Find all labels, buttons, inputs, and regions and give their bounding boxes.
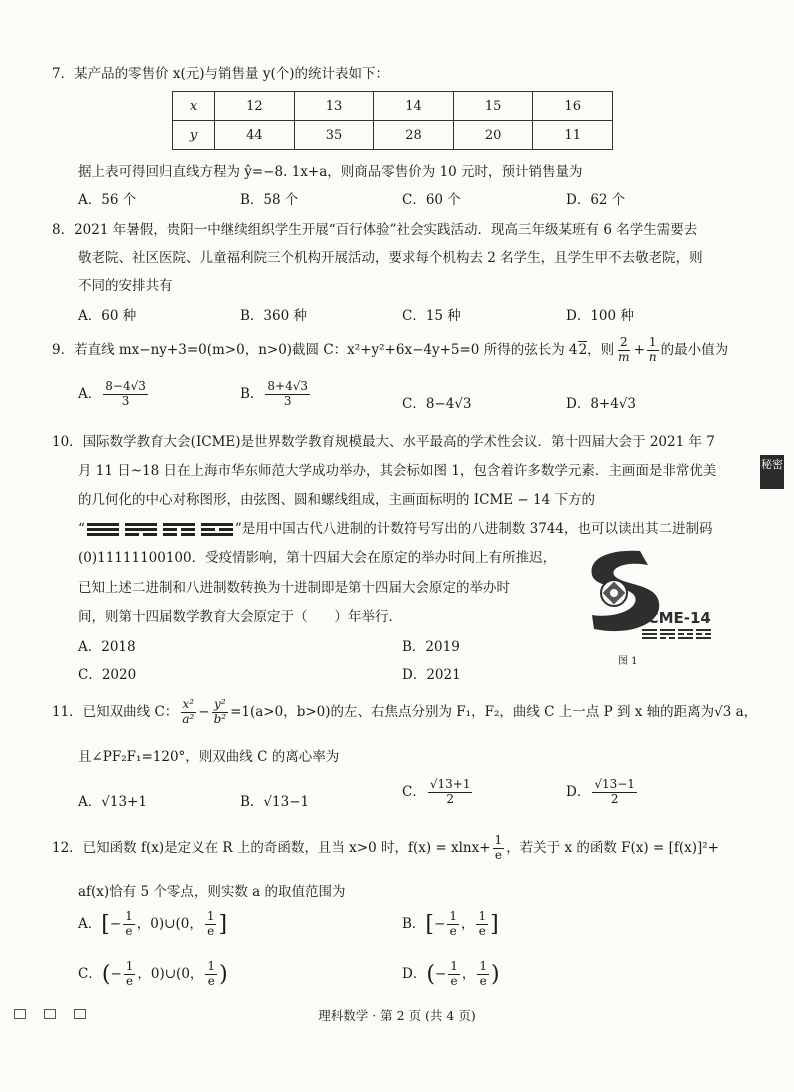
q9-stem-c: 的最小值为 bbox=[660, 341, 729, 358]
interval-text: ， bbox=[460, 915, 475, 932]
interval-text: ，0)∪(0， bbox=[136, 915, 203, 932]
q8-option-b: B．360 种 bbox=[240, 308, 307, 324]
q8-line3: 不同的安排共有 bbox=[78, 278, 173, 294]
secret-side-tab: 秘密 bbox=[760, 455, 784, 489]
frac-num: √13+1 bbox=[429, 777, 471, 791]
q12-stem-b: ，若关于 x 的函数 F(x) = [f(x)]²+ bbox=[506, 839, 719, 856]
option-label: D． bbox=[566, 783, 591, 800]
q10-line4-text: ”是用中国古代八进制的计数符号写出的八进制数 3744，也可以读出其二进制码 bbox=[234, 521, 713, 537]
bracket: ( bbox=[101, 961, 111, 987]
option-label: B． bbox=[240, 385, 264, 402]
q10-option-d: D．2021 bbox=[402, 667, 461, 683]
q11-stem-a: 11．已知双曲线 C： bbox=[52, 703, 179, 720]
frac-num: 8−4√3 bbox=[105, 379, 146, 393]
frac-num: 1 bbox=[449, 909, 457, 923]
minus-sign: − bbox=[110, 965, 122, 982]
frac-den: e bbox=[126, 973, 134, 988]
frac-num: 1 bbox=[125, 959, 134, 973]
frac-den: e bbox=[449, 923, 457, 938]
q11-option-b: B．√13−1 bbox=[240, 794, 310, 810]
frac-num: 1 bbox=[450, 959, 458, 973]
table-cell: 15 bbox=[453, 92, 533, 121]
q12-line2: af(x)恰有 5 个零点，则实数 a 的取值范围为 bbox=[78, 884, 346, 900]
q9-frac2 bbox=[647, 336, 659, 365]
logo-text: ICME-14 bbox=[642, 609, 711, 627]
frac-den: e bbox=[479, 973, 487, 988]
q9-option-c: C．8−4√3 bbox=[402, 396, 472, 412]
frac-den: m bbox=[618, 349, 630, 364]
table-cell: 11 bbox=[533, 121, 613, 150]
frac-num: 2 bbox=[620, 335, 628, 349]
q12-option-c bbox=[78, 960, 228, 989]
frac-num: 8+4√3 bbox=[267, 379, 309, 393]
q11-stem bbox=[52, 698, 757, 727]
frac-den: b² bbox=[213, 711, 227, 726]
q12-option-a bbox=[78, 910, 227, 939]
q9-option-b bbox=[240, 380, 312, 409]
q9-sqrt: 2 bbox=[578, 341, 588, 358]
q11-option-d bbox=[566, 778, 639, 807]
frac-den: n bbox=[648, 349, 657, 364]
q9-stem-b: ，则 bbox=[587, 341, 615, 358]
minus-sign: − bbox=[434, 915, 446, 932]
bracket: ) bbox=[491, 961, 500, 987]
table-cell: 12 bbox=[215, 92, 295, 121]
table-cell: 35 bbox=[294, 121, 374, 150]
option-label: A． bbox=[78, 385, 102, 402]
interval-text: ，0)∪(0， bbox=[137, 965, 204, 982]
frac-num: 1 bbox=[648, 335, 657, 349]
q12-option-b bbox=[402, 910, 499, 939]
q12-stem-a: 12．已知函数 f(x)是定义在 R 上的奇函数，且当 x>0 时，f(x) = xlnx+ bbox=[52, 839, 491, 856]
table-cell: 13 bbox=[294, 92, 374, 121]
page-footer: 理科数学 · 第 2 页 (共 4 页) bbox=[318, 1008, 476, 1023]
q9-stem: 9．若直线 mx−ny+3=0(m>0，n>0)截圆 C：x²+y²+6x−4y+5=0 所得的弦长为 42，则 $\frac{2}{m}$ + $\frac{1}{n}$ 的最小值为 bbox=[52, 335, 729, 364]
bracket: ] bbox=[218, 911, 228, 937]
bracket: [ bbox=[425, 911, 435, 937]
frac-den: e bbox=[478, 923, 486, 938]
q8-option-d: D．100 种 bbox=[566, 308, 634, 324]
minus-sign: − bbox=[434, 965, 447, 982]
q12-option-d bbox=[402, 960, 500, 989]
q9-frac1 bbox=[616, 336, 631, 365]
q11-option-a: A．√13+1 bbox=[78, 794, 147, 810]
frac-num: √13−1 bbox=[594, 777, 635, 791]
table-cell: 14 bbox=[374, 92, 454, 121]
interval-text: ， bbox=[461, 965, 476, 982]
frac-num: 1 bbox=[206, 909, 215, 923]
q11-stem-b: =1(a>0，b>0)的左、右焦点分别为 F₁，F₂，曲线 C 上一点 P 到 x 轴的距离为√3 a， bbox=[230, 703, 758, 720]
option-label: B． bbox=[402, 915, 426, 932]
q8-option-a: A．60 种 bbox=[78, 308, 137, 324]
frac-num: 1 bbox=[478, 909, 487, 923]
table-cell: 44 bbox=[215, 121, 295, 150]
q10-option-b: B．2019 bbox=[402, 639, 460, 655]
q10-line4 bbox=[78, 517, 712, 538]
frac-num: y² bbox=[214, 697, 226, 711]
frac-den: a² bbox=[182, 711, 195, 726]
frac-den: e bbox=[207, 973, 215, 988]
q10-line2: 月 11 日~18 日在上海市华东师范大学成功举办，其会标如图 1，包含着许多数学元素．主画面是非常优美 bbox=[78, 463, 717, 479]
option-label: A． bbox=[78, 915, 102, 932]
minus-sign: − bbox=[198, 703, 210, 720]
frac-num: x² bbox=[182, 697, 195, 711]
table-cell: y bbox=[173, 121, 215, 150]
quote-open: “ bbox=[78, 521, 85, 537]
q9-option-d: D．8+4√3 bbox=[566, 396, 637, 412]
q7-option-a: A．56 个 bbox=[78, 192, 137, 208]
table-row bbox=[173, 121, 613, 150]
q10-option-c: C．2020 bbox=[78, 667, 137, 683]
q9-option-a bbox=[78, 380, 150, 409]
q11-option-c bbox=[402, 778, 474, 807]
table-cell: 28 bbox=[374, 121, 454, 150]
q8-line1: 8．2021 年暑假，贵阳一中继续组织学生开展“百行体验”社会实践活动．现高三年级某班有 6 名学生需要去 bbox=[52, 222, 698, 238]
q7-data-table bbox=[172, 91, 613, 150]
option-label: D． bbox=[402, 965, 427, 982]
icme-14-logo bbox=[548, 545, 718, 645]
q7-stem: 7．某产品的零售价 x(元)与销售量 y(个)的统计表如下： bbox=[52, 66, 389, 82]
frac-den: 3 bbox=[283, 393, 292, 408]
q8-option-c: C．15 种 bbox=[402, 308, 461, 324]
minus-sign: − bbox=[109, 915, 122, 932]
table-cell: 20 bbox=[453, 121, 533, 150]
q10-option-a: A．2018 bbox=[78, 639, 136, 655]
q7-option-d: D．62 个 bbox=[566, 192, 626, 208]
frac-den: 2 bbox=[446, 791, 454, 806]
frac-den: 2 bbox=[610, 791, 619, 806]
q7-line2: 据上表可得回归直线方程为 ŷ=−8. 1x+a，则商品零售价为 10 元时，预计销售量为 bbox=[78, 164, 583, 180]
frac-num: 1 bbox=[494, 833, 503, 847]
q10-line1: 10．国际数学教育大会(ICME)是世界数学教育规模最大、水平最高的学术性会议．第十四届大会于 2021 年 7 bbox=[52, 434, 715, 450]
q10-line5: (0)11111100100．受疫情影响，第十四届大会在原定的举办时间上有所推迟， bbox=[78, 550, 557, 566]
table-cell: x bbox=[173, 92, 215, 121]
q10-line7: 间，则第十四届数学教育大会原定于（ ）年举行． bbox=[78, 609, 402, 625]
q7-option-b: B．58 个 bbox=[240, 192, 299, 208]
q11-line2: 且∠PF₂F₁=120°，则双曲线 C 的离心率为 bbox=[78, 749, 340, 765]
frac-num: 1 bbox=[125, 909, 133, 923]
table-cell: 16 bbox=[533, 92, 613, 121]
option-label: C． bbox=[402, 783, 426, 800]
frac-num: 1 bbox=[207, 959, 216, 973]
frac-den: e bbox=[125, 923, 133, 938]
bracket: ] bbox=[490, 911, 499, 937]
q12-stem bbox=[52, 834, 719, 863]
frac-den: e bbox=[450, 973, 458, 988]
bracket: ) bbox=[219, 961, 228, 987]
q7-option-c: C．60 个 bbox=[402, 192, 461, 208]
table-row bbox=[173, 92, 613, 121]
bracket: [ bbox=[101, 911, 110, 937]
bracket: ( bbox=[426, 961, 435, 987]
q8-line2: 敬老院、社区医院、儿童福利院三个机构开展活动，要求每个机构去 2 名学生，且学生甲不去敬老院，则 bbox=[78, 250, 703, 266]
frac-den: e bbox=[494, 847, 502, 862]
frac-den: e bbox=[207, 923, 215, 938]
octal-rod-numerals-icon bbox=[85, 522, 235, 538]
q9-stem-a: 9．若直线 mx−ny+3=0(m>0，n>0)截圆 C：x²+y²+6x−4y+5=0 所得的弦长为 4 bbox=[52, 341, 578, 358]
option-label: C． bbox=[78, 965, 102, 982]
figure-caption: 图 1 bbox=[618, 656, 638, 667]
q10-line6: 已知上述二进制和八进制数转换为十进制即是第十四届大会原定的举办时 bbox=[78, 580, 510, 596]
frac-num: 1 bbox=[479, 959, 488, 973]
q10-line3: 的几何化的中心对称图形，由弦图、圆和螺线组成，主画面标明的 ICME − 14 下方的 bbox=[78, 492, 595, 508]
frac-den: 3 bbox=[121, 393, 130, 408]
